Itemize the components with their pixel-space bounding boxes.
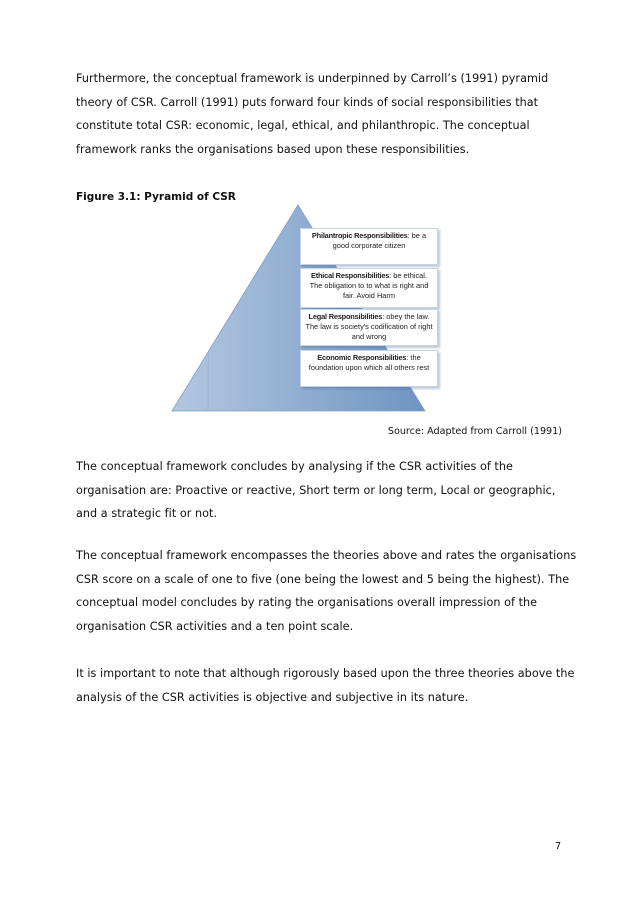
level-title: Economic Responsibilities [317,353,407,362]
figure-source: Source: Adapted from Carroll (1991) [387,426,562,437]
level-title: Ethical Responsibilities [311,271,390,280]
text-line: analysis of the CSR activities is objective and subjective in its nature. [76,690,469,704]
text-line: organisation are: Proactive or reactive, Short term or long term, Local or geographic, [76,483,556,497]
text-line: and a strategic fit or not. [76,507,218,521]
level-box-ethical [300,268,438,308]
level-description: : be a good corporate citizen [332,231,427,250]
body-paragraph-rating [76,544,576,639]
text-line: theory of CSR. Carroll (1991) puts forward four kinds of social responsibilities that [76,95,539,109]
level-title: Legal Responsibilities [308,312,383,321]
level-description: : the foundation upon which all others rest [308,353,430,372]
level-title: Philantropic Responsibilities [311,231,408,240]
body-paragraph-note [76,662,576,709]
text-line: The conceptual framework concludes by analysing if the CSR activities of the [76,460,513,473]
text-line: Furthermore, the conceptual framework is underpinned by Carroll’s (1991) pyramid [76,72,549,85]
text-line: It is important to note that although rigorously based upon the three theories above the [76,667,575,680]
text-line: conceptual model concludes by rating the organisations overall impression of the [76,596,538,610]
level-description: : be ethical. The obligation to to what is right and fair. Avoid Harm [309,271,429,300]
level-box-philanthropic [300,228,438,265]
level-box-economic [300,350,438,387]
body-paragraph-carroll-intro [76,67,576,162]
level-box-legal [300,309,438,346]
text-line: The conceptual framework encompasses the theories above and rates the organisations [76,549,577,562]
text-line: organisation CSR activities and a ten point scale. [76,620,354,634]
text-line: CSR score on a scale of one to five (one being the lowest and 5 being the highest). The [76,572,570,586]
csr-pyramid-figure [170,203,460,415]
page-number: 7 [555,841,562,852]
figure-caption: Figure 3.1: Pyramid of CSR [76,191,236,203]
body-paragraph-conclusions [76,455,576,526]
text-line: framework ranks the organisations based upon these responsibilities. [76,143,470,157]
level-description: : obey the law. The law is society's codification of right and wrong [305,312,433,341]
text-line: constitute total CSR: economic, legal, ethical, and philanthropic. The conceptual [76,119,530,133]
